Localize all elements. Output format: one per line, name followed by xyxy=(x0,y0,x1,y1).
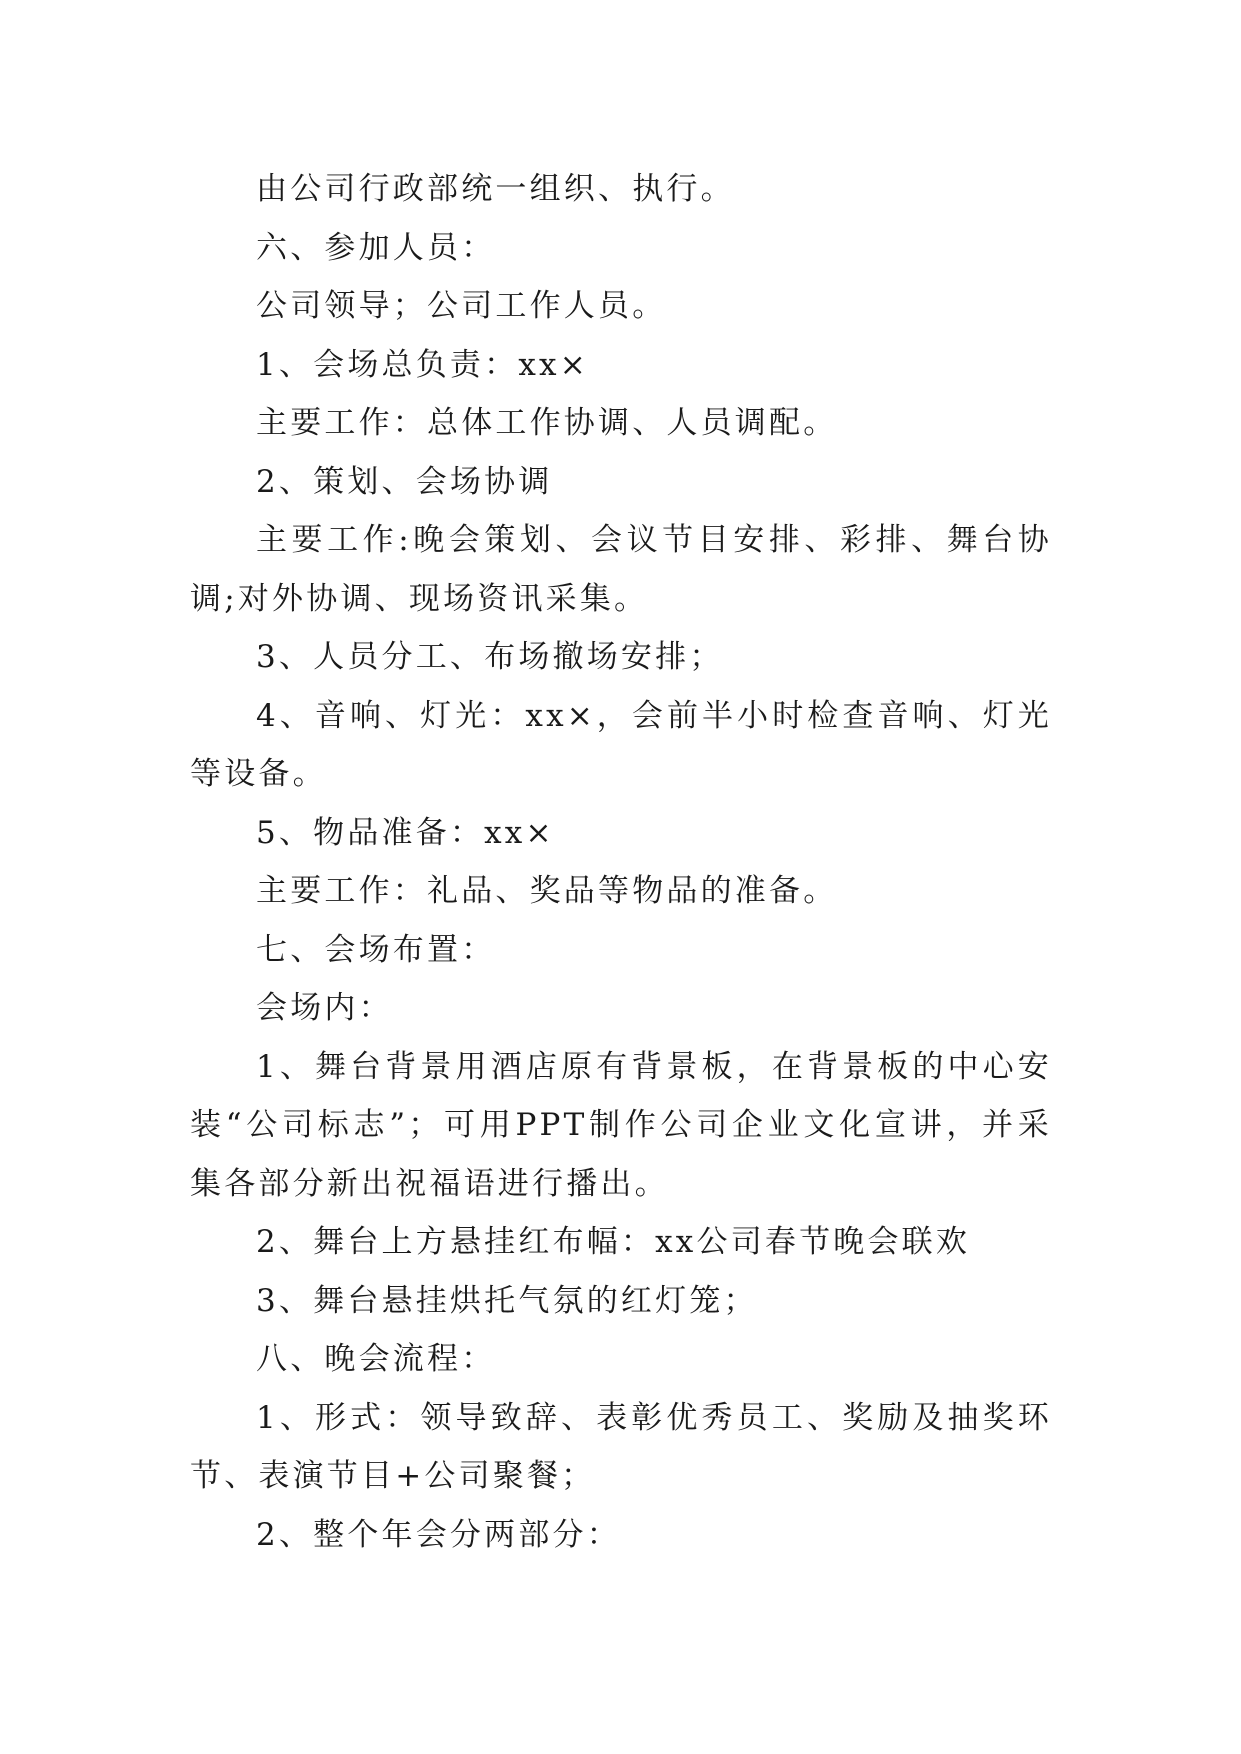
section-heading: 六、参加人员： xyxy=(256,229,496,266)
list-item: 2、策划、会场协调 xyxy=(256,463,553,500)
list-item: 2、整个年会分两部分： xyxy=(256,1516,621,1553)
list-item: 5、物品准备：xx× xyxy=(256,814,555,851)
paragraph: 由公司行政部统一组织、执行。 xyxy=(256,171,735,207)
list-item: 4、音响、灯光：xx×，会前半小时检查音响、灯光等设备。 xyxy=(190,697,1052,792)
section-heading: 八、晚会流程： xyxy=(256,1341,496,1377)
paragraph: 会场内： xyxy=(256,990,393,1026)
paragraph: 主要工作：礼品、奖品等物品的准备。 xyxy=(256,873,838,909)
list-item: 3、人员分工、布场撤场安排； xyxy=(256,639,724,675)
list-item: 3、舞台悬挂烘托气氛的红灯笼； xyxy=(256,1282,758,1319)
paragraph: 公司领导；公司工作人员。 xyxy=(256,288,667,324)
list-item: 2、舞台上方悬挂红布幅：xx公司春节晚会联欢 xyxy=(256,1224,971,1260)
section-heading: 七、会场布置： xyxy=(256,931,496,968)
list-item: 1、舞台背景用酒店原有背景板，在背景板的中心安装“公司标志”；可用PPT制作公司企业文化宣讲，并采集各部分新出祝福语进行播出。 xyxy=(190,1048,1052,1202)
list-item: 1、形式：领导致辞、表彰优秀员工、奖励及抽奖环节、表演节目+公司聚餐； xyxy=(190,1399,1052,1494)
paragraph: 主要工作:晚会策划、会议节目安排、彩排、舞台协调;对外协调、现场资讯采集。 xyxy=(190,522,1052,617)
list-item: 1、会场总负责：xx× xyxy=(256,346,589,383)
document-body xyxy=(190,160,1052,1564)
paragraph: 主要工作：总体工作协调、人员调配。 xyxy=(256,405,838,441)
